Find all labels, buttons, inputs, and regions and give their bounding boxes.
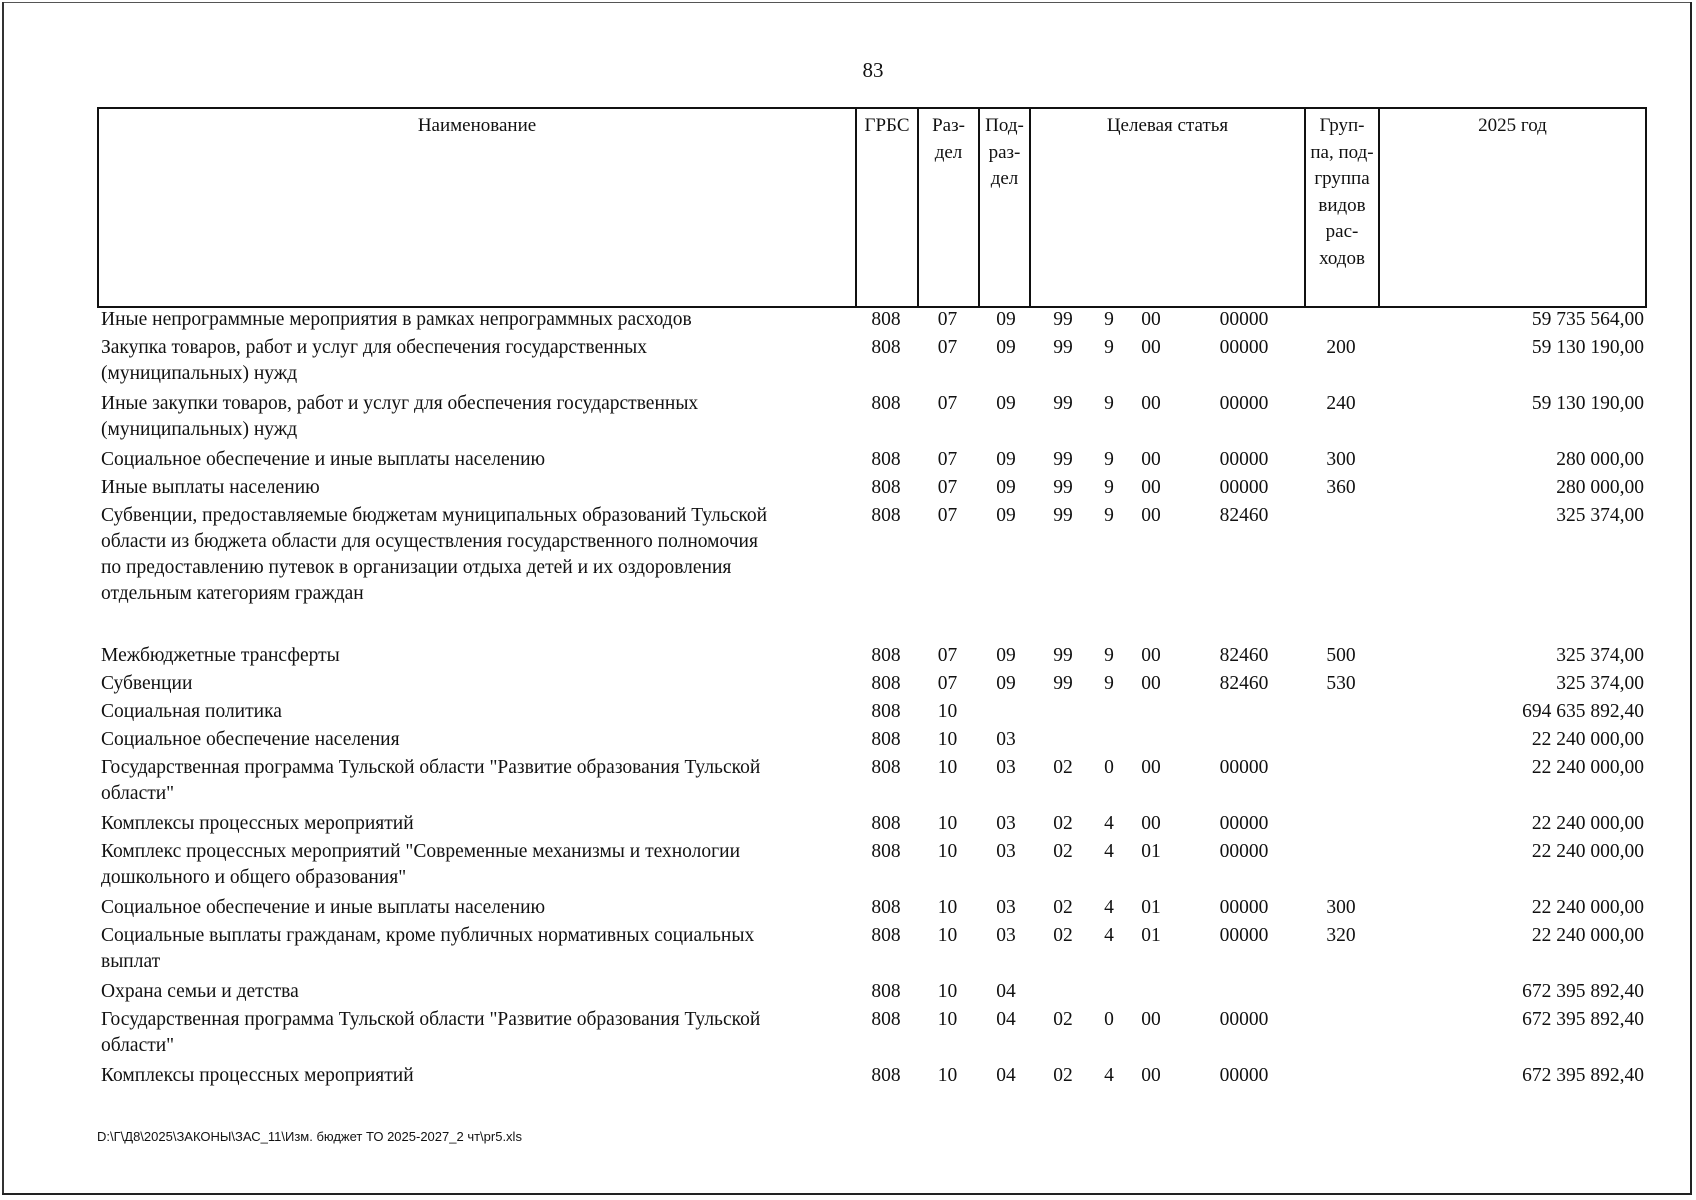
target-type-cell: 9 xyxy=(1104,505,1114,526)
podrazdel-cell: 03 xyxy=(996,897,1016,918)
razdel-cell: 07 xyxy=(937,477,958,498)
podrazdel-cell: 04 xyxy=(996,981,1016,1002)
row-name-cell xyxy=(101,307,846,333)
expense-group-cell: 300 xyxy=(1326,897,1356,918)
podrazdel-cell: 03 xyxy=(996,729,1016,750)
row-name-line: Иные закупки товаров, работ и услуг для обеспечения государственных xyxy=(101,393,699,414)
target-direction-cell: 00000 xyxy=(1219,1065,1269,1086)
header-year xyxy=(1380,109,1645,306)
header-podrazdel-line: раз- xyxy=(988,141,1021,163)
podrazdel-cell: 09 xyxy=(996,449,1016,470)
target-direction-cell: 82460 xyxy=(1219,645,1269,666)
row-name-line: Субвенции xyxy=(101,673,193,694)
header-name-label: Наименование xyxy=(417,115,537,136)
target-program-cell: 99 xyxy=(1053,309,1073,330)
row-name-cell xyxy=(101,503,846,607)
header-name xyxy=(99,109,857,306)
amount-cell: 672 395 892,40 xyxy=(1522,1009,1644,1030)
row-name-line: Социальное обеспечение и иные выплаты населению xyxy=(101,897,546,918)
row-name-cell xyxy=(101,391,846,443)
target-type-cell: 9 xyxy=(1104,393,1114,414)
row-name-line: Социальные выплаты гражданам, кроме публичных нормативных социальных xyxy=(101,925,755,946)
header-year-label: 2025 год xyxy=(1478,115,1547,136)
target-program-cell: 02 xyxy=(1053,897,1073,918)
target-direction-cell: 00000 xyxy=(1219,813,1269,834)
razdel-cell: 10 xyxy=(937,813,958,834)
grbs-cell: 808 xyxy=(871,841,901,862)
amount-cell: 325 374,00 xyxy=(1556,673,1644,694)
header-podrazdel-line: дел xyxy=(990,168,1019,189)
target-type-cell: 9 xyxy=(1104,449,1114,470)
amount-cell: 280 000,00 xyxy=(1556,449,1644,470)
amount-cell: 280 000,00 xyxy=(1556,477,1644,498)
target-direction-cell: 00000 xyxy=(1219,337,1269,358)
target-type-cell: 4 xyxy=(1104,813,1114,834)
grbs-cell: 808 xyxy=(871,1065,901,1086)
razdel-cell: 10 xyxy=(937,757,958,778)
row-name-line: Социальная политика xyxy=(101,701,282,722)
target-direction-cell: 00000 xyxy=(1219,309,1269,330)
target-subprogram-cell: 00 xyxy=(1141,393,1161,414)
row-name-line: области" xyxy=(101,1035,175,1056)
target-subprogram-cell: 00 xyxy=(1141,477,1161,498)
expense-group-cell: 360 xyxy=(1326,477,1356,498)
target-subprogram-cell: 00 xyxy=(1141,813,1161,834)
target-program-cell: 02 xyxy=(1053,1009,1073,1030)
podrazdel-cell: 03 xyxy=(996,925,1016,946)
razdel-cell: 07 xyxy=(937,337,958,358)
razdel-cell: 10 xyxy=(937,841,958,862)
podrazdel-cell: 09 xyxy=(996,645,1016,666)
row-name-line: Иные выплаты населению xyxy=(101,477,320,498)
grbs-cell: 808 xyxy=(871,673,901,694)
row-name-line: Комплексы процессных мероприятий xyxy=(101,1065,414,1086)
target-type-cell: 4 xyxy=(1104,841,1114,862)
razdel-cell: 10 xyxy=(937,701,958,722)
grbs-cell: 808 xyxy=(871,897,901,918)
target-type-cell: 4 xyxy=(1104,925,1114,946)
row-name-cell xyxy=(101,1007,846,1059)
row-name-cell xyxy=(101,923,846,975)
row-name-line: Субвенции, предоставляемые бюджетам муниципальных образований Тульской xyxy=(101,505,768,526)
header-group-line: рас- xyxy=(1325,221,1359,242)
amount-cell: 59 130 190,00 xyxy=(1531,337,1644,358)
grbs-cell: 808 xyxy=(871,309,901,330)
row-name-line: Межбюджетные трансферты xyxy=(101,645,340,666)
target-subprogram-cell: 00 xyxy=(1141,449,1161,470)
target-type-cell: 0 xyxy=(1104,757,1114,778)
header-group xyxy=(1306,109,1380,306)
header-group-line: ходов xyxy=(1319,247,1365,269)
row-name-cell xyxy=(101,699,846,725)
target-type-cell: 9 xyxy=(1104,645,1114,666)
expense-group-cell: 500 xyxy=(1326,645,1356,666)
row-name-cell xyxy=(101,475,846,501)
target-type-cell: 9 xyxy=(1104,337,1114,358)
header-razdel-line: Раз- xyxy=(932,115,965,136)
podrazdel-cell: 09 xyxy=(996,309,1016,330)
grbs-cell: 808 xyxy=(871,729,901,750)
razdel-cell: 07 xyxy=(937,673,958,694)
target-type-cell: 4 xyxy=(1104,1065,1114,1086)
row-name-line: Государственная программа Тульской области "Развитие образования Тульской xyxy=(101,1009,761,1030)
target-subprogram-cell: 00 xyxy=(1141,309,1161,330)
target-type-cell: 4 xyxy=(1104,897,1114,918)
row-name-line: Государственная программа Тульской области "Развитие образования Тульской xyxy=(101,757,761,778)
amount-cell: 22 240 000,00 xyxy=(1531,757,1644,778)
header-grbs-label: ГРБС xyxy=(864,115,910,136)
header-group-line: па, под- xyxy=(1310,141,1374,163)
target-program-cell: 99 xyxy=(1053,449,1073,470)
target-direction-cell: 82460 xyxy=(1219,505,1269,526)
target-direction-cell: 00000 xyxy=(1219,757,1269,778)
header-target-label: Целевая статья xyxy=(1106,115,1229,136)
table-header xyxy=(97,107,1647,308)
expense-group-cell: 240 xyxy=(1326,393,1356,414)
row-name-cell xyxy=(101,335,846,387)
row-name-cell xyxy=(101,1063,846,1089)
file-path-footer: D:\Г\Д8\2025\ЗАКОНЫ\ЗАС_11\Изм. бюджет ТО 2025-2027_2 чт\pr5.xls xyxy=(97,1129,522,1144)
razdel-cell: 10 xyxy=(937,1065,958,1086)
row-name-line: Комплекс процессных мероприятий "Современные механизмы и технологии xyxy=(101,841,741,862)
target-direction-cell: 82460 xyxy=(1219,673,1269,694)
target-type-cell: 9 xyxy=(1104,309,1114,330)
row-name-line: области" xyxy=(101,783,175,804)
amount-cell: 325 374,00 xyxy=(1556,645,1644,666)
razdel-cell: 10 xyxy=(937,981,958,1002)
target-direction-cell: 00000 xyxy=(1219,841,1269,862)
target-subprogram-cell: 00 xyxy=(1141,1009,1161,1030)
target-program-cell: 02 xyxy=(1053,813,1073,834)
razdel-cell: 07 xyxy=(937,309,958,330)
row-name-line: области из бюджета области для осуществления государственного полномочия xyxy=(101,531,758,552)
row-name-line: отдельным категориям граждан xyxy=(101,583,364,604)
amount-cell: 22 240 000,00 xyxy=(1531,897,1644,918)
amount-cell: 59 735 564,00 xyxy=(1531,309,1644,330)
target-type-cell: 0 xyxy=(1104,1009,1114,1030)
podrazdel-cell: 09 xyxy=(996,477,1016,498)
target-subprogram-cell: 00 xyxy=(1141,505,1161,526)
target-subprogram-cell: 00 xyxy=(1141,673,1161,694)
target-subprogram-cell: 01 xyxy=(1141,925,1161,946)
grbs-cell: 808 xyxy=(871,477,901,498)
podrazdel-cell: 03 xyxy=(996,841,1016,862)
target-program-cell: 99 xyxy=(1053,645,1073,666)
row-name-line: по предоставлению путевок в организации отдыха детей и их оздоровления xyxy=(101,557,732,578)
grbs-cell: 808 xyxy=(871,981,901,1002)
target-program-cell: 02 xyxy=(1053,925,1073,946)
amount-cell: 22 240 000,00 xyxy=(1531,729,1644,750)
target-program-cell: 99 xyxy=(1053,337,1073,358)
amount-cell: 22 240 000,00 xyxy=(1531,841,1644,862)
row-name-line: (муниципальных) нужд xyxy=(101,419,298,440)
expense-group-cell: 320 xyxy=(1326,925,1356,946)
row-name-cell xyxy=(101,811,846,837)
row-name-line: Закупка товаров, работ и услуг для обеспечения государственных xyxy=(101,337,648,358)
page-number: 83 xyxy=(862,58,884,82)
row-name-line: Социальное обеспечение населения xyxy=(101,729,400,750)
expense-group-cell: 300 xyxy=(1326,449,1356,470)
target-subprogram-cell: 01 xyxy=(1141,841,1161,862)
grbs-cell: 808 xyxy=(871,925,901,946)
row-name-cell xyxy=(101,671,846,697)
amount-cell: 672 395 892,40 xyxy=(1522,981,1644,1002)
header-razdel xyxy=(919,109,980,306)
amount-cell: 59 130 190,00 xyxy=(1531,393,1644,414)
header-grbs xyxy=(857,109,919,306)
podrazdel-cell: 09 xyxy=(996,393,1016,414)
row-name-cell xyxy=(101,643,846,669)
grbs-cell: 808 xyxy=(871,757,901,778)
row-name-line: (муниципальных) нужд xyxy=(101,363,298,384)
target-subprogram-cell: 00 xyxy=(1141,1065,1161,1086)
expense-group-cell: 200 xyxy=(1326,337,1356,358)
target-subprogram-cell: 00 xyxy=(1141,645,1161,666)
target-direction-cell: 00000 xyxy=(1219,897,1269,918)
podrazdel-cell: 09 xyxy=(996,673,1016,694)
podrazdel-cell: 03 xyxy=(996,813,1016,834)
podrazdel-cell: 09 xyxy=(996,337,1016,358)
row-name-cell xyxy=(101,447,846,473)
amount-cell: 694 635 892,40 xyxy=(1522,701,1644,722)
grbs-cell: 808 xyxy=(871,1009,901,1030)
row-name-line: дошкольного и общего образования" xyxy=(101,867,407,888)
razdel-cell: 07 xyxy=(937,505,958,526)
grbs-cell: 808 xyxy=(871,449,901,470)
grbs-cell: 808 xyxy=(871,813,901,834)
grbs-cell: 808 xyxy=(871,337,901,358)
grbs-cell: 808 xyxy=(871,505,901,526)
row-name-line: Охрана семьи и детства xyxy=(101,981,299,1002)
target-type-cell: 9 xyxy=(1104,477,1114,498)
razdel-cell: 10 xyxy=(937,1009,958,1030)
target-direction-cell: 00000 xyxy=(1219,449,1269,470)
target-program-cell: 99 xyxy=(1053,477,1073,498)
amount-cell: 325 374,00 xyxy=(1556,505,1644,526)
podrazdel-cell: 04 xyxy=(996,1009,1016,1030)
grbs-cell: 808 xyxy=(871,645,901,666)
header-group-line: видов xyxy=(1318,194,1366,216)
header-podrazdel xyxy=(980,109,1031,306)
row-name-cell xyxy=(101,979,846,1005)
target-program-cell: 02 xyxy=(1053,757,1073,778)
razdel-cell: 07 xyxy=(937,393,958,414)
row-name-cell xyxy=(101,727,846,753)
target-subprogram-cell: 00 xyxy=(1141,337,1161,358)
podrazdel-cell: 04 xyxy=(996,1065,1016,1086)
razdel-cell: 10 xyxy=(937,925,958,946)
target-program-cell: 02 xyxy=(1053,1065,1073,1086)
razdel-cell: 10 xyxy=(937,729,958,750)
target-program-cell: 99 xyxy=(1053,505,1073,526)
grbs-cell: 808 xyxy=(871,701,901,722)
amount-cell: 22 240 000,00 xyxy=(1531,813,1644,834)
target-direction-cell: 00000 xyxy=(1219,925,1269,946)
razdel-cell: 07 xyxy=(937,645,958,666)
target-direction-cell: 00000 xyxy=(1219,477,1269,498)
target-subprogram-cell: 00 xyxy=(1141,757,1161,778)
razdel-cell: 07 xyxy=(937,449,958,470)
grbs-cell: 808 xyxy=(871,393,901,414)
podrazdel-cell: 09 xyxy=(996,505,1016,526)
razdel-cell: 10 xyxy=(937,897,958,918)
header-group-line: группа xyxy=(1314,168,1370,189)
header-razdel-line: дел xyxy=(934,141,963,163)
expense-group-cell: 530 xyxy=(1326,673,1356,694)
row-name-line: Комплексы процессных мероприятий xyxy=(101,813,414,834)
target-type-cell: 9 xyxy=(1104,673,1114,694)
target-direction-cell: 00000 xyxy=(1219,1009,1269,1030)
target-program-cell: 02 xyxy=(1053,841,1073,862)
target-direction-cell: 00000 xyxy=(1219,393,1269,414)
target-program-cell: 99 xyxy=(1053,393,1073,414)
target-subprogram-cell: 01 xyxy=(1141,897,1161,918)
row-name-line: Социальное обеспечение и иные выплаты населению xyxy=(101,449,546,470)
row-name-cell xyxy=(101,895,846,921)
amount-cell: 22 240 000,00 xyxy=(1531,925,1644,946)
target-program-cell: 99 xyxy=(1053,673,1073,694)
row-name-line: Иные непрограммные мероприятия в рамках непрограммных расходов xyxy=(101,309,692,330)
row-name-cell xyxy=(101,839,846,891)
header-podrazdel-line: Под- xyxy=(985,115,1024,136)
header-group-line: Груп- xyxy=(1319,115,1365,136)
row-name-cell xyxy=(101,755,846,807)
amount-cell: 672 395 892,40 xyxy=(1522,1065,1644,1086)
row-name-line: выплат xyxy=(101,951,161,972)
header-target xyxy=(1031,109,1306,306)
podrazdel-cell: 03 xyxy=(996,757,1016,778)
